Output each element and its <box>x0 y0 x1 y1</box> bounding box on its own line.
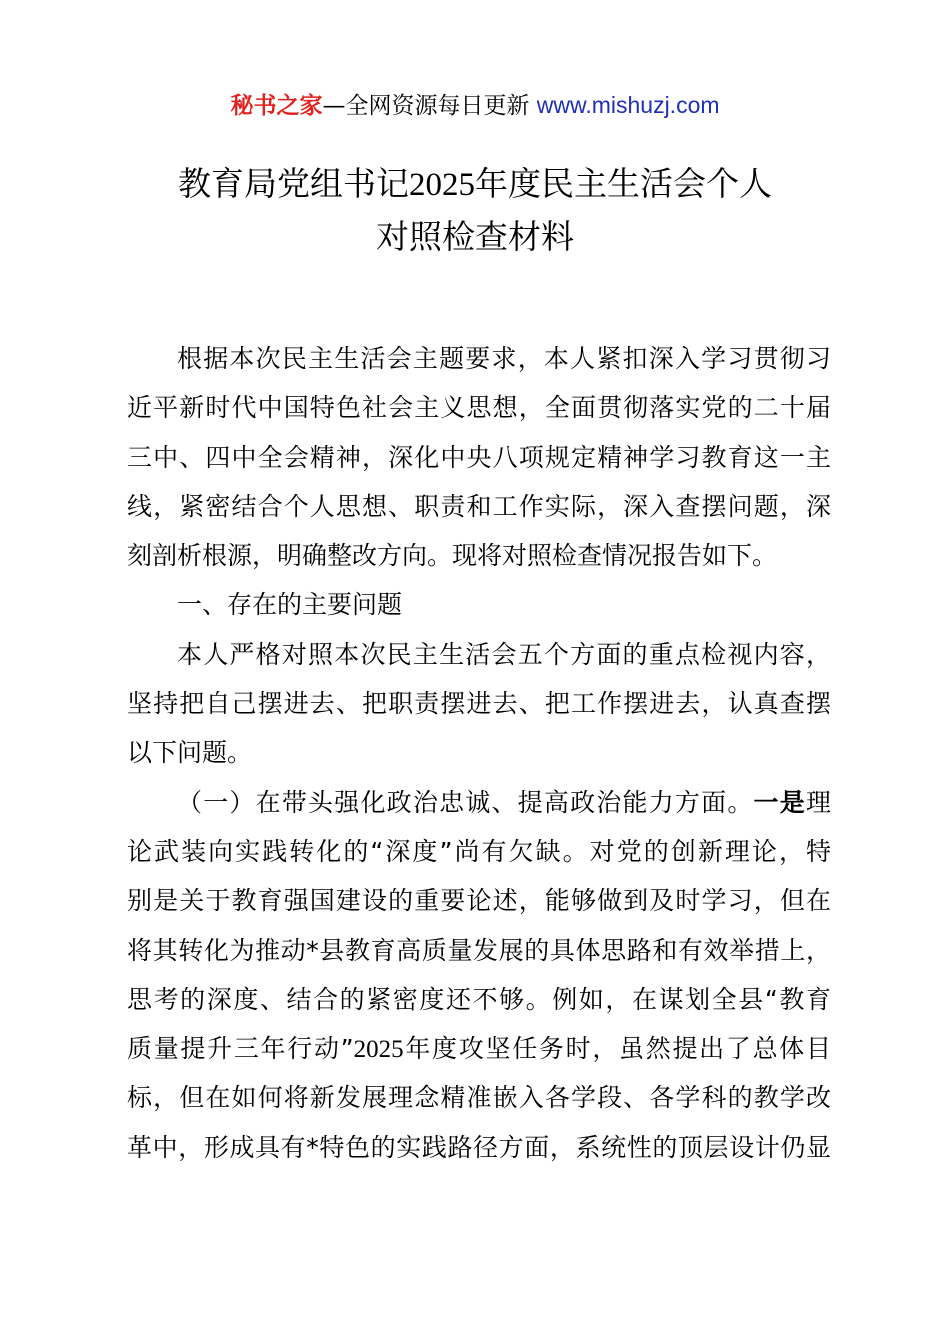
site-header <box>0 88 950 123</box>
paragraph-line: 以下问题。 <box>127 738 253 768</box>
paragraph-text: 理 <box>805 787 831 817</box>
document-title <box>80 158 870 263</box>
title-year: 2025 <box>409 167 475 203</box>
paragraph-line: 论武装向实践转化的“深度”尚有欠缺。对党的创新理论，特 <box>127 836 831 866</box>
paragraph-line: 将其转化为推动*县教育高质量发展的具体思路和有效举措上， <box>127 935 831 965</box>
site-url-link[interactable]: www.mishuzj.com <box>536 92 720 118</box>
section-heading: 一、存在的主要问题 <box>177 590 403 620</box>
title-line-1 <box>80 158 870 211</box>
paragraph-line: 三中、四中全会精神，深化中央八项规定精神学习教育这一主 <box>127 442 831 472</box>
paragraph-line: 近平新时代中国特色社会主义思想，全面贯彻落实党的二十届 <box>127 393 831 423</box>
paragraph-line: 本人严格对照本次民主生活会五个方面的重点检视内容， <box>177 639 831 669</box>
paragraph-line: 思考的深度、结合的紧密度还不够。例如，在谋划全县“教育 <box>127 984 831 1014</box>
header-tagline: —全网资源每日更新 <box>322 93 537 119</box>
brand-name: 秘书之家 <box>230 93 323 119</box>
paragraph-line: 线，紧密结合个人思想、职责和工作实际，深入查摆问题，深 <box>127 491 831 521</box>
paragraph-line: 坚持把自己摆进去、把职责摆进去、把工作摆进去，认真查摆 <box>127 689 831 719</box>
document-body <box>127 334 831 1172</box>
point-marker: 一是 <box>753 787 806 817</box>
subsection-heading: （一）在带头强化政治忠诚、提高政治能力方面。 <box>177 787 754 817</box>
paragraph-line: 标，但在如何将新发展理念精准嵌入各学段、各学科的教学改 <box>127 1083 831 1113</box>
year-number: 2025 <box>353 1036 404 1064</box>
paragraph-line <box>127 1024 831 1073</box>
paragraph-line: 革中，形成具有*特色的实践路径方面，系统性的顶层设计仍显 <box>127 1132 831 1162</box>
paragraph-text: 年度攻坚任务时，虽然提出了总体目 <box>403 1034 831 1064</box>
title-line-1-part-a: 教育局党组书记 <box>178 164 409 203</box>
paragraph-line <box>127 778 831 827</box>
paragraph-line: 刻剖析根源，明确整改方向。现将对照检查情况报告如下。 <box>127 541 778 571</box>
paragraph-text: 质量提升三年行动” <box>127 1034 354 1064</box>
title-line-2: 对照检查材料 <box>376 217 574 256</box>
title-line-1-part-b: 年度民主生活会个人 <box>475 164 772 203</box>
paragraph-line: 根据本次民主生活会主题要求，本人紧扣深入学习贯彻习 <box>177 344 831 373</box>
paragraph-line: 别是关于教育强国建设的重要论述，能够做到及时学习，但在 <box>127 886 831 916</box>
